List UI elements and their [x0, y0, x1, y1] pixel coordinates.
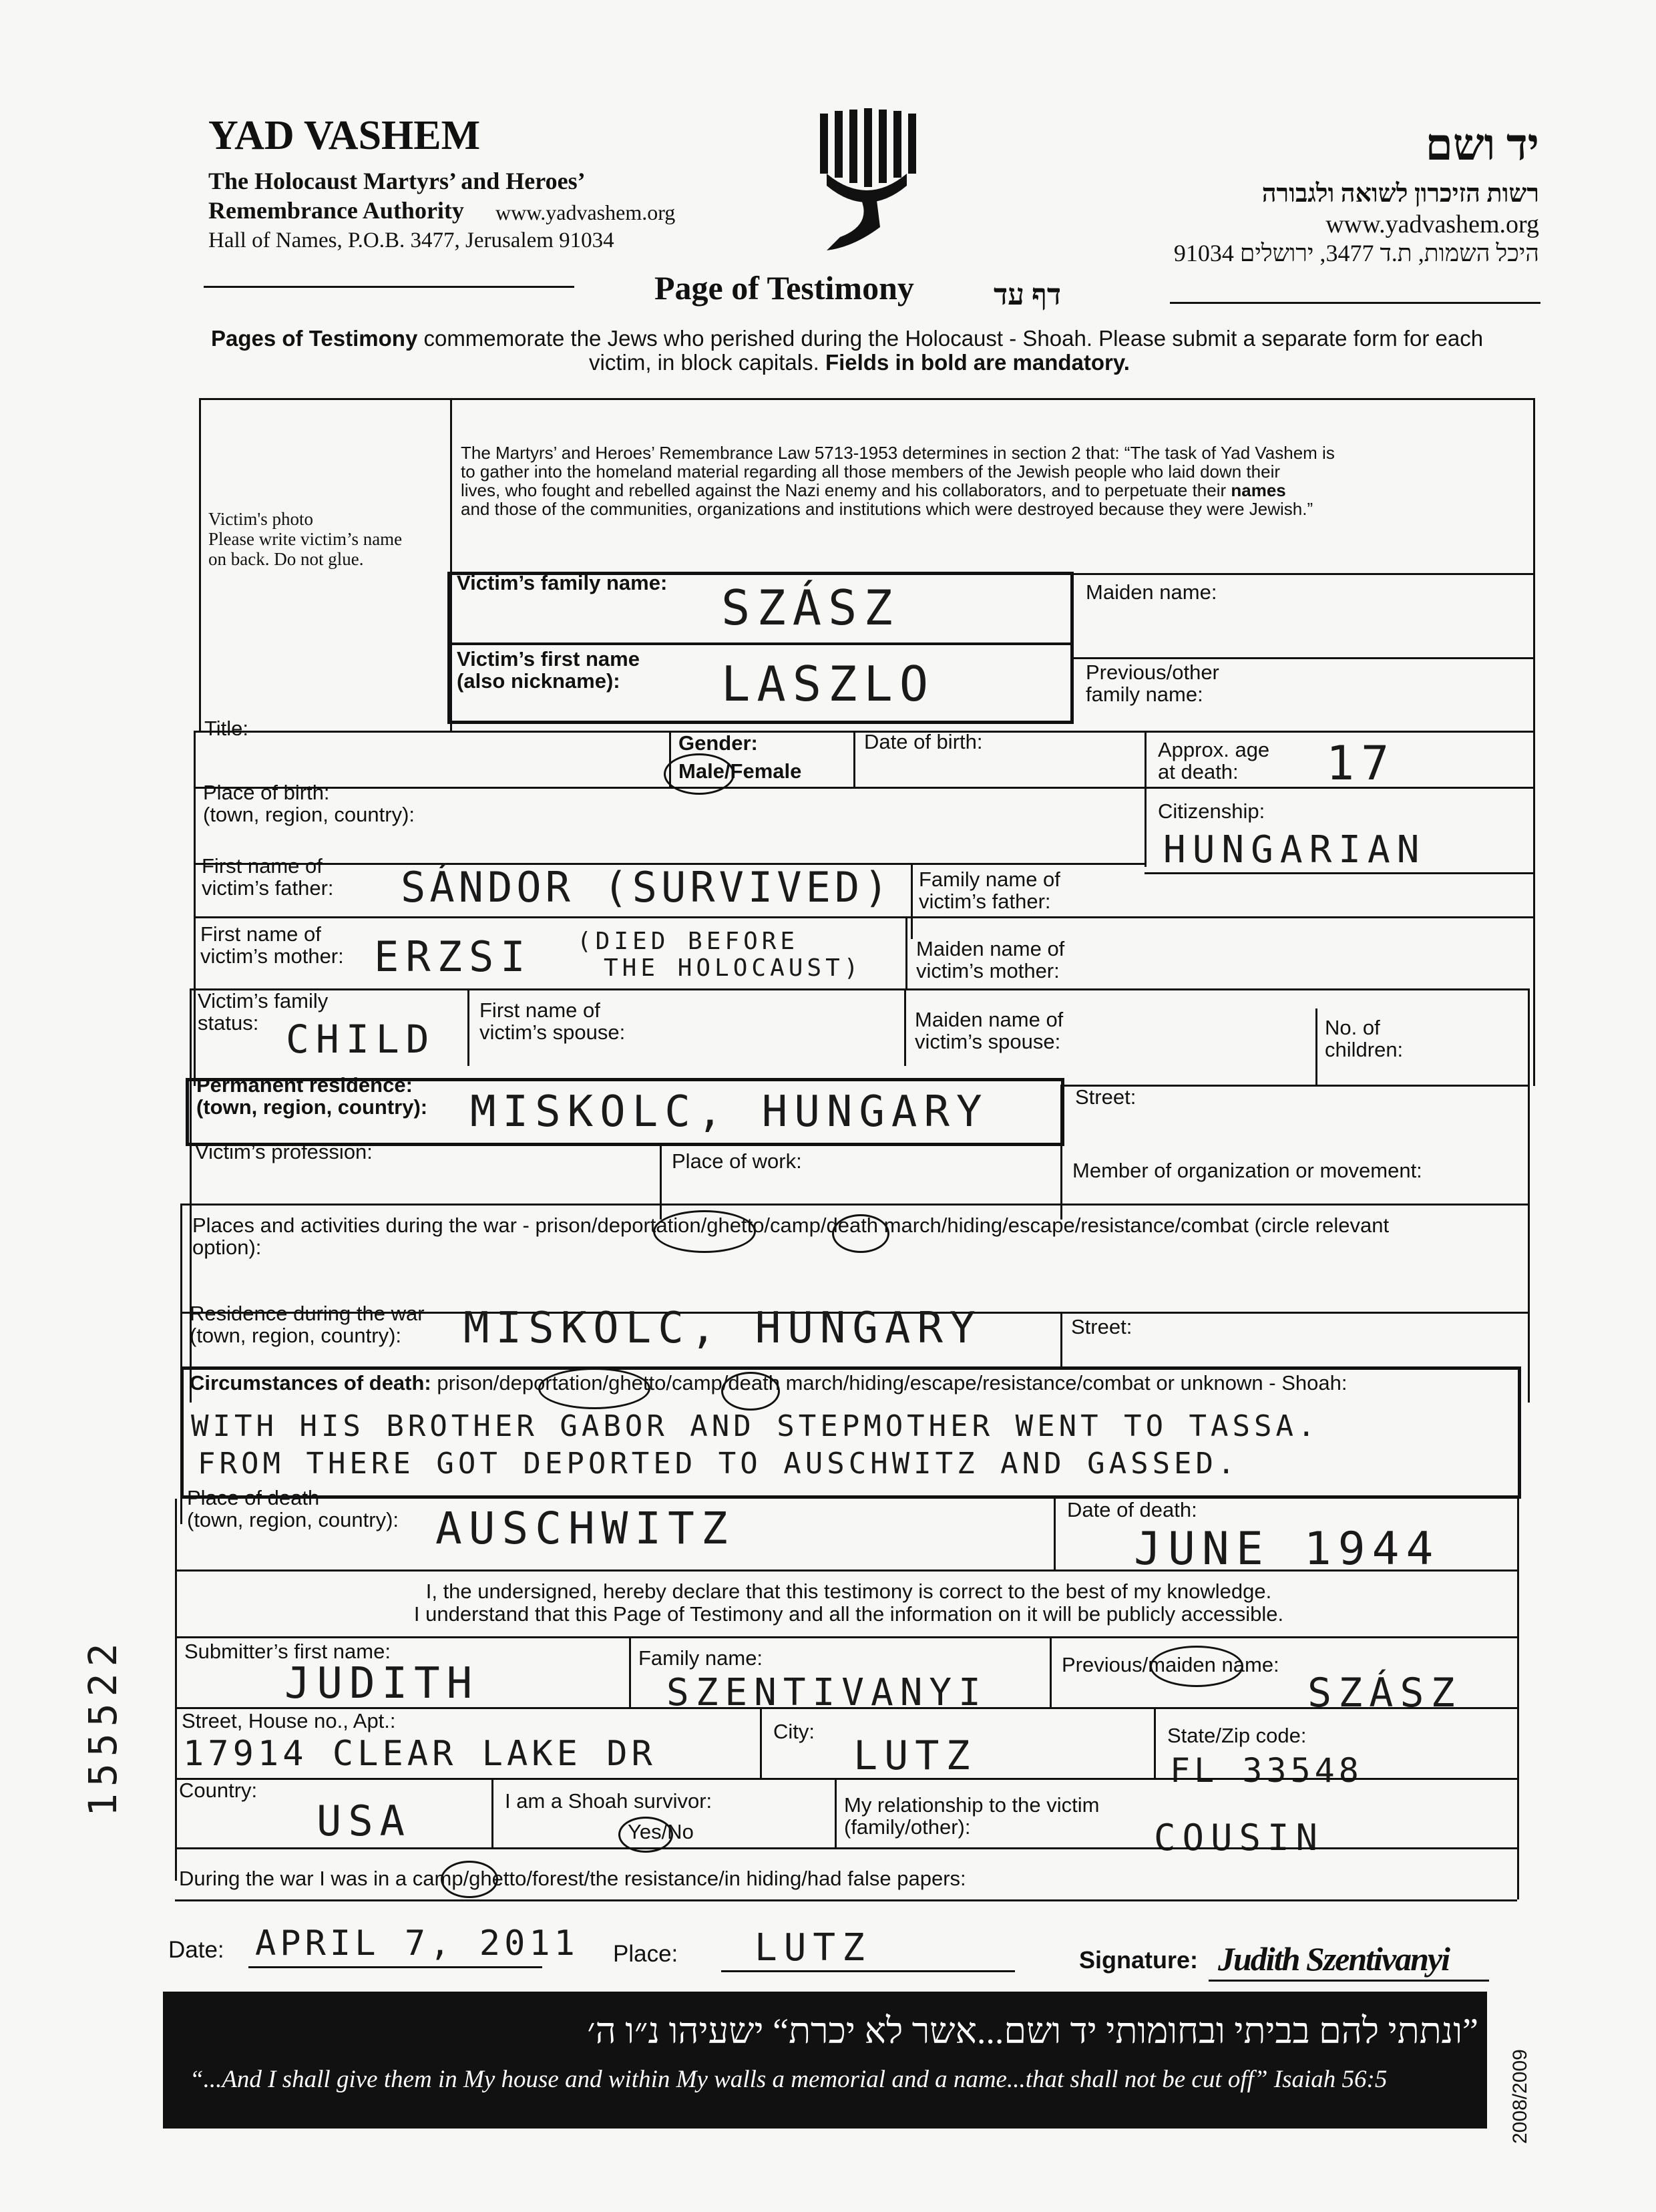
father-label2: victim’s father: [202, 876, 334, 900]
form-right-border-2 [1528, 988, 1530, 1403]
family-status-label2: status: [198, 1011, 259, 1035]
mother-note [577, 928, 862, 982]
places-label [192, 1214, 1389, 1258]
workplace-label: Place of work: [672, 1149, 802, 1173]
places-camp-circle [832, 1214, 889, 1253]
law-line3 [461, 481, 1335, 500]
photo-box-left [199, 398, 201, 731]
submitter-previous-label: Previous/maiden name: [1062, 1653, 1279, 1676]
profession-divider [660, 1146, 662, 1220]
photo-line1: Victim's photo [208, 509, 313, 529]
dod-value[interactable]: JUNE 1944 [1134, 1523, 1440, 1576]
law-line2: to gather into the homeland material regarding all those members of the Jewish people who laid down their [461, 462, 1281, 482]
spouse-label2: victim’s spouse: [479, 1021, 626, 1044]
banner-hebrew: ”ונתתי להם בביתי ובחומותי יד ושם...אשר לא יכרת“ ישעיהו נ״ו ה׳ [587, 2011, 1478, 2051]
submitter-divider2 [1050, 1636, 1052, 1707]
photo-line3: on back. Do not glue. [208, 549, 364, 569]
family-status-value[interactable]: CHILD [286, 1017, 436, 1062]
mother-label2: victim’s mother: [200, 944, 344, 968]
children-label1: No. of [1325, 1016, 1380, 1039]
org-website: www.yadvashem.org [495, 200, 676, 224]
mother-maiden-label [916, 938, 1064, 982]
declaration-line2: I understand that this Page of Testimony and all the information on it will be publicly accessible. [413, 1602, 1284, 1626]
submitter-city-value[interactable]: LUTZ [853, 1732, 977, 1779]
father-value[interactable]: SÁNDOR (SURVIVED) [401, 863, 893, 912]
title-label: Title: [204, 717, 249, 740]
header-right-rule [1170, 302, 1540, 304]
first-name-label [457, 648, 640, 692]
address-divider1 [760, 1707, 762, 1778]
profession-label: Victim’s profession: [195, 1140, 373, 1163]
places-deportation-circle [653, 1210, 756, 1253]
org-address: Hall of Names, P.O.B. 3477, Jerusalem 91034 [208, 228, 614, 252]
place-value[interactable]: LUTZ [755, 1926, 871, 1970]
place-label: Place: [613, 1941, 678, 1967]
hebrew-org-line1: רשות הזיכרון לשואה ולגבורה [1261, 180, 1539, 208]
family-first-divider [447, 642, 1074, 645]
maiden-prev-divider [1074, 657, 1533, 659]
intro-text: commemorate the Jews who perished during the Holocaust - Shoah. Please submit a separate form for each [417, 326, 1484, 351]
pob-label2: (town, region, country): [203, 803, 415, 826]
submitter-state-label: State/Zip code: [1167, 1724, 1307, 1747]
declaration-line1: I, the undersigned, hereby declare that this testimony is correct to the best of my knowledge. [425, 1580, 1272, 1603]
citizenship-label: Citizenship: [1158, 799, 1265, 823]
submitter-country-label: Country: [179, 1779, 258, 1802]
places-label2: option): [192, 1236, 262, 1259]
org-line2: Remembrance Authority [208, 197, 464, 224]
family-name-label: Victim’s family name: [457, 571, 668, 594]
street-label: Street: [1075, 1085, 1136, 1109]
spouse-label [479, 999, 625, 1043]
pod-label [187, 1487, 399, 1531]
submitter-street-value[interactable]: 17914 CLEAR LAKE DR [183, 1734, 656, 1774]
gender-dob-divider [853, 731, 855, 787]
side-number: 155522 [80, 1636, 126, 1817]
citizenship-value[interactable]: HUNGARIAN [1163, 828, 1426, 872]
signature-label: Signature: [1079, 1946, 1199, 1974]
first-name-label1: Victim’s first name [457, 647, 640, 671]
hebrew-address: היכל השמות, ת.ד 3477, ירושלים 91034 [1173, 240, 1539, 266]
hebrew-org-name: יד ושם [1425, 121, 1539, 170]
org-name: YAD VASHEM [208, 113, 481, 158]
previous-name-label [1086, 661, 1219, 705]
war-residence-value[interactable]: MISKOLC, HUNGARY [463, 1304, 982, 1353]
workplace-divider [1060, 1085, 1062, 1220]
menorah-logo-icon [813, 107, 920, 254]
children-label [1325, 1017, 1403, 1061]
row-father-top-right [1145, 872, 1533, 874]
form-right-border-4 [1517, 1499, 1519, 1899]
circumstances-label-bold: Circumstances of death: [190, 1371, 431, 1395]
spouse-maiden-divider [904, 988, 906, 1066]
previous-name-label1: Previous/other [1086, 661, 1219, 684]
row-during-war-top [175, 1847, 1517, 1849]
submitter-street-label: Street, House no., Apt.: [182, 1709, 396, 1732]
mother-maiden-label2: victim’s mother: [916, 959, 1060, 982]
law-line3-bold: names [1231, 480, 1286, 500]
war-residence-label [190, 1302, 425, 1346]
submitter-country-value[interactable]: USA [317, 1797, 411, 1845]
spouse-maiden-label [915, 1008, 1063, 1053]
law-text [461, 443, 1335, 518]
intro-bold2: Fields in bold are mandatory. [825, 350, 1130, 375]
form-left-border-4 [175, 1499, 177, 1881]
children-label2: children: [1325, 1038, 1404, 1061]
age-value[interactable]: 17 [1326, 736, 1396, 791]
family-status-label1: Victim’s family [198, 989, 329, 1012]
gender-options[interactable]: Male/Female [678, 759, 802, 783]
war-residence-label2: (town, region, country): [190, 1324, 402, 1347]
row-title-top [194, 731, 1533, 733]
age-label [1158, 739, 1269, 783]
submitter-family-label: Family name: [638, 1646, 763, 1670]
law-line4: and those of the communities, organizations and institutions which were destroyed because they were Jewish.” [461, 499, 1313, 519]
organization-label: Member of organization or movement: [1072, 1159, 1422, 1182]
relationship-value[interactable]: COUSIN [1154, 1817, 1325, 1859]
photo-instructions [208, 509, 402, 569]
mother-label [200, 923, 344, 967]
intro-text2: victim, in block capitals. [589, 350, 825, 375]
during-war-camp-circle [441, 1861, 498, 1898]
submitter-city-label: City: [773, 1720, 815, 1743]
previous-name-label2: family name: [1086, 683, 1203, 706]
father-family-label [919, 868, 1060, 912]
hebrew-website: www.yadvashem.org [1325, 210, 1539, 238]
age-label1: Approx. age [1158, 738, 1270, 761]
death-deportation-circle [538, 1368, 650, 1409]
dob-age-divider [1145, 731, 1147, 867]
survivor-label: I am a Shoah survivor: [505, 1789, 712, 1813]
circumstances-value1[interactable]: WITH HIS BROTHER GABOR AND STEPMOTHER WENT TO TASSA. [191, 1409, 1319, 1443]
declaration [365, 1580, 1333, 1626]
residence-value[interactable]: MISKOLC, HUNGARY [470, 1087, 989, 1137]
quote-banner [163, 1992, 1487, 2129]
places-label1: Places and activities during the war - prison/deportation/ghetto/camp/death march/hiding/escape/resistance/combat (circle relevant [192, 1214, 1390, 1237]
maiden-name-label: Maiden name: [1086, 580, 1217, 604]
row-status-top [190, 988, 1529, 990]
spouse-label1: First name of [479, 998, 600, 1022]
gender-label: Gender: [678, 731, 758, 755]
pob-label [203, 781, 415, 825]
pod-label2: (town, region, country): [187, 1508, 399, 1531]
photo-line2: Please write victim’s name [208, 529, 403, 549]
father-label1: First name of [202, 854, 323, 878]
residence-label [196, 1074, 427, 1118]
form-bottom-border [175, 1899, 1517, 1901]
circumstances-label-text: prison/deportation/ghetto/camp/death march/hiding/escape/resistance/combat or unknown - Shoah: [431, 1371, 1348, 1395]
edition-year: 2008/2009 [1509, 2049, 1531, 2144]
age-label2: at death: [1158, 760, 1239, 783]
submitter-first-label: Submitter’s first name: [184, 1640, 391, 1663]
law-line1: The Martyrs’ and Heroes’ Remembrance Law 5713-1953 determines in section 2 that: “The task of Yad Vashem is [461, 443, 1335, 463]
submitter-state-value[interactable]: FL 33548 [1170, 1751, 1363, 1790]
banner-english: “...And I shall give them in My house and within My walls a memorial and a name...that shall not be cut off” Isaiah 56:5 [190, 2066, 1388, 2093]
war-residence-label1: Residence during the war [190, 1302, 425, 1325]
relationship-label1: My relationship to the victim [844, 1793, 1100, 1817]
residence-label1: Permanent residence: [196, 1073, 413, 1097]
form-top-border [199, 398, 1533, 400]
circumstances-value2[interactable]: FROM THERE GOT DEPORTED TO AUSCHWITZ AND GASSED. [198, 1447, 1239, 1481]
mother-note2: THE HOLOCAUST) [604, 954, 863, 982]
death-camp-circle [721, 1372, 780, 1411]
row-places-top [180, 1204, 1528, 1206]
spouse-maiden-label2: victim’s spouse: [915, 1030, 1061, 1053]
pod-label1: Place of death [187, 1486, 320, 1509]
relationship-label [844, 1794, 1099, 1838]
form-title: Page of Testimony [654, 269, 914, 307]
address-divider2 [1154, 1707, 1156, 1778]
spouse-maiden-label1: Maiden name of [915, 1008, 1064, 1031]
form-right-border-top [1533, 398, 1535, 1086]
submitter-family-value[interactable]: SZENTIVANYI [666, 1671, 988, 1714]
form-title-hebrew: דף עד [994, 279, 1062, 311]
mother-divider [905, 916, 907, 988]
date-underline [248, 1966, 542, 1968]
pod-value[interactable]: AUSCHWITZ [435, 1503, 735, 1554]
pod-dod-divider [1054, 1499, 1056, 1570]
row-country-top [175, 1778, 1517, 1780]
submitter-previous-value[interactable]: SZÁSZ [1307, 1670, 1462, 1716]
date-label: Date: [168, 1937, 224, 1963]
war-res-divider [1060, 1312, 1062, 1366]
mother-note1: (DIED BEFORE [577, 928, 799, 955]
org-line1: The Holocaust Martyrs’ and Heroes’ [208, 168, 586, 194]
form-left-border [194, 731, 196, 1086]
relationship-label2: (family/other): [844, 1815, 971, 1839]
row-mother-top [194, 916, 1533, 918]
signature-underline [1209, 1980, 1489, 1982]
intro-line2 [589, 350, 1130, 375]
status-spouse-divider [467, 988, 469, 1066]
header-left-rule [204, 286, 574, 288]
signature-value[interactable]: Judith Szentivanyi [1218, 1940, 1450, 1978]
intro-bold: Pages of Testimony [211, 326, 418, 351]
father-divider [911, 863, 913, 939]
pob-label1: Place of birth: [203, 781, 330, 804]
maiden-children-divider [1315, 1008, 1317, 1085]
dob-label: Date of birth: [864, 730, 983, 753]
row-submitter-top [175, 1636, 1517, 1638]
date-value[interactable]: APRIL 7, 2011 [255, 1923, 579, 1964]
residence-label2: (town, region, country): [196, 1095, 428, 1119]
father-label [202, 855, 334, 899]
submitter-first-value[interactable]: JUDITH [284, 1659, 479, 1708]
law-line3-text: lives, who fought and rebelled against the Nazi enemy and his collaborators, and to perpetuate their [461, 480, 1231, 500]
father-family-label2: victim’s father: [919, 890, 1051, 913]
submitter-divider1 [629, 1636, 631, 1707]
survivor-options[interactable]: Yes/No [628, 1820, 694, 1843]
during-war-label: During the war I was in a camp/ghetto/forest/the resistance/in hiding/had false papers: [179, 1867, 966, 1890]
maiden-circle [1150, 1646, 1243, 1687]
country-divider1 [491, 1778, 493, 1847]
mother-maiden-label1: Maiden name of [916, 937, 1065, 960]
place-underline [721, 1970, 1015, 1972]
mother-value[interactable]: ERZSI [374, 932, 532, 981]
mother-label1: First name of [200, 922, 321, 946]
intro-line1 [211, 326, 1483, 351]
first-name-value[interactable]: LASZLO [721, 656, 936, 712]
war-street-label: Street: [1071, 1315, 1132, 1338]
family-name-value[interactable]: SZÁSZ [721, 580, 899, 636]
first-name-label2: (also nickname): [457, 669, 620, 693]
dod-label: Date of death: [1067, 1498, 1197, 1521]
country-divider2 [835, 1778, 837, 1847]
father-family-label1: Family name of [919, 868, 1060, 891]
